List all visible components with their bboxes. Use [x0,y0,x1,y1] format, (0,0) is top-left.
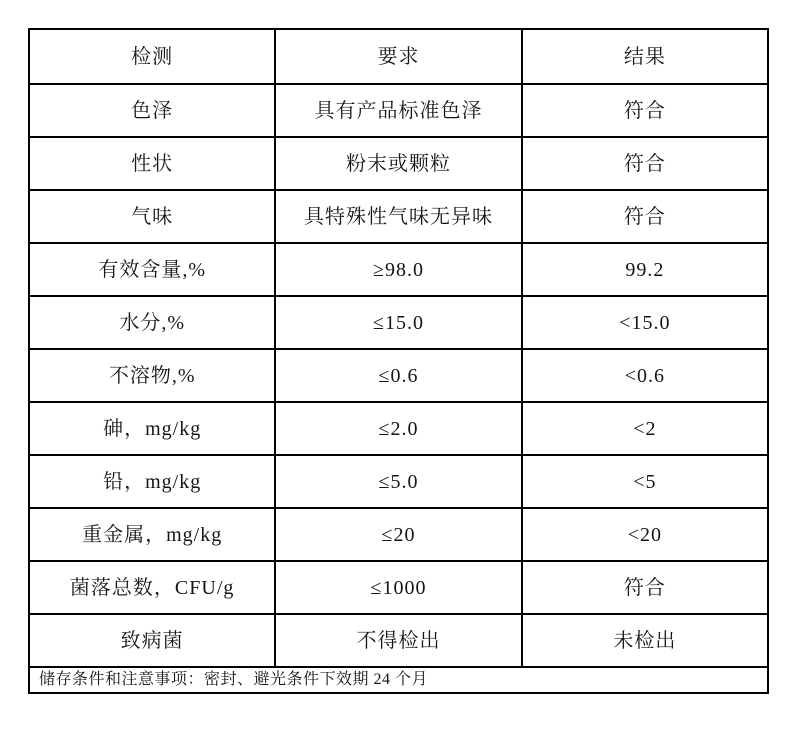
cell-result: <20 [522,508,768,561]
spec-table-body [29,84,768,693]
col-header-requirement: 要求 [275,29,521,84]
table-row [29,190,768,243]
table-row [29,402,768,455]
cell-result: <2 [522,402,768,455]
table-row [29,137,768,190]
cell-requirement: 粉末或颗粒 [275,137,521,190]
cell-result: <15.0 [522,296,768,349]
cell-requirement: ≤1000 [275,561,521,614]
cell-requirement: ≤5.0 [275,455,521,508]
cell-requirement: ≤0.6 [275,349,521,402]
table-row [29,243,768,296]
cell-requirement: 不得检出 [275,614,521,667]
cell-test-item: 菌落总数，CFU/g [29,561,275,614]
cell-result: 未检出 [522,614,768,667]
table-row [29,296,768,349]
cell-test-item: 铅，mg/kg [29,455,275,508]
table-row [29,508,768,561]
cell-result: 符合 [522,84,768,137]
spec-table-header [29,29,768,84]
footer-row [29,667,768,693]
cell-test-item: 有效含量,% [29,243,275,296]
cell-result: <0.6 [522,349,768,402]
cell-result: 符合 [522,561,768,614]
cell-test-item: 重金属，mg/kg [29,508,275,561]
cell-test-item: 水分,% [29,296,275,349]
table-row [29,84,768,137]
cell-test-item: 色泽 [29,84,275,137]
table-row [29,455,768,508]
cell-requirement: ≤2.0 [275,402,521,455]
cell-test-item: 性状 [29,137,275,190]
cell-test-item: 砷，mg/kg [29,402,275,455]
cell-test-item: 致病菌 [29,614,275,667]
header-row [29,29,768,84]
col-header-result: 结果 [522,29,768,84]
cell-result: 99.2 [522,243,768,296]
cell-requirement: 具特殊性气味无异味 [275,190,521,243]
cell-test-item: 不溶物,% [29,349,275,402]
cell-requirement: ≤15.0 [275,296,521,349]
cell-requirement: ≤20 [275,508,521,561]
cell-test-item: 气味 [29,190,275,243]
table-row [29,561,768,614]
spec-table [28,28,769,694]
storage-conditions-note: 储存条件和注意事项：密封、避光条件下效期 24 个月 [29,667,768,693]
cell-result: 符合 [522,137,768,190]
cell-requirement: 具有产品标准色泽 [275,84,521,137]
table-row [29,614,768,667]
cell-requirement: ≥98.0 [275,243,521,296]
col-header-test: 检测 [29,29,275,84]
cell-result: <5 [522,455,768,508]
cell-result: 符合 [522,190,768,243]
table-row [29,349,768,402]
